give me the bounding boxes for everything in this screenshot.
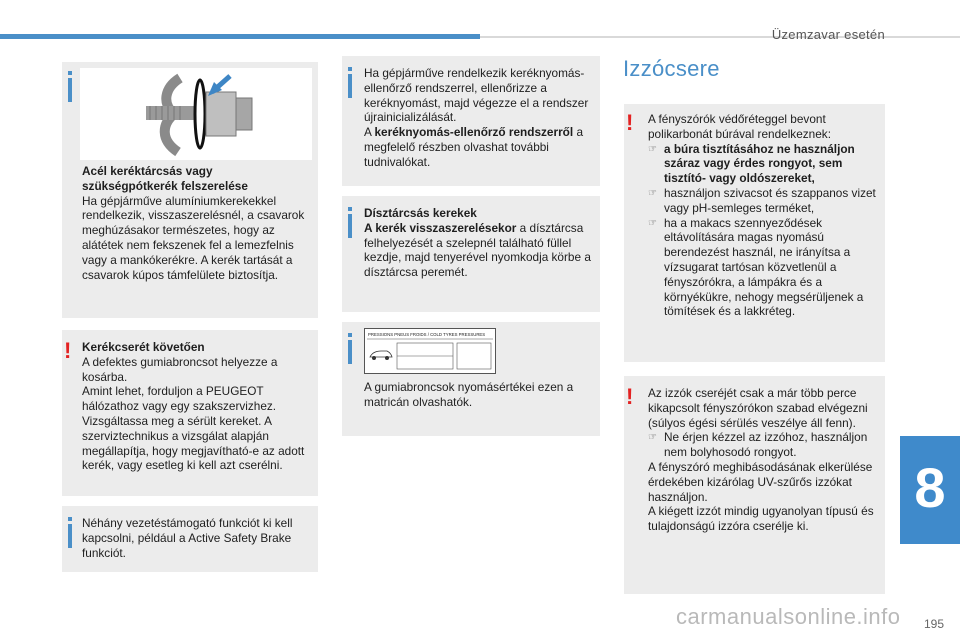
header-rule: [480, 36, 960, 38]
info-icon: [348, 74, 352, 98]
list-item: [648, 186, 882, 216]
box-intro: Az izzók cseréjét csak a már több perce kikapcsolt fényszórókon szabad elvégezni (súlyos égési sérülés veszélye áll fenn).: [648, 386, 868, 430]
info-box-driving-aids: [62, 506, 318, 572]
info-icon: [68, 78, 72, 102]
box-body: A defektes gumiabroncsot helyezze a kosárba. Amint lehet, forduljon a PEUGEOT hálózathoz vagy egy szakszervizhez. Vizsgáltassa meg a sérült kereket. A szerviztechnikus a vizsgálat alapján megállapítja, hogy megjavítható-e az adott kerék, vagy esetleg ki kell azt cserélni.: [82, 354, 305, 473]
section-heading: Izzócsere: [623, 56, 720, 81]
list-item-text: Ne érjen kézzel az izzóhoz, használjon nem bolyhosodó rongyot.: [664, 430, 868, 460]
chapter-number: 8: [914, 456, 946, 519]
box-body: a dísztárcsa felhelyezését a szelepnél található füllel kezdje, majd tenyerével nyomkodja körbe a dísztárcsa peremét.: [364, 220, 591, 280]
wheel-bolt-illustration: [80, 68, 312, 160]
page-number: 195: [923, 617, 944, 631]
box-body: A gumiabroncsok nyomásértékei ezen a matricán olvashatók.: [364, 380, 574, 409]
wheel-bolt-figure: [80, 68, 312, 160]
label-header-text: PRESSIONS PNEUS FROIDS / COLD TYRES PRESSURES: [368, 332, 486, 337]
info-box-tyre-pressure-system: [342, 56, 600, 186]
box-body: Néhány vezetéstámogató funkciót ki kell kapcsolni, például a Active Safety Brake funkciót.: [82, 516, 293, 560]
box-title-line1: Acél keréktárcsás vagy: [82, 164, 213, 178]
list-item-bold: a búra tisztításához ne használjon száraz vagy érdes rongyot, sem tisztító- vagy oldószereket,: [664, 141, 855, 186]
box-body-pre: Ha gépjárműve rendelkezik keréknyomás-ellenőrző rendszerrel, ellenőrizze a keréknyomást, majd végezze el a rendszer újrainicializálását. A: [364, 66, 589, 140]
list-item-text: ha a makacs szennyeződések eltávolítására magas nyomású berendezést használ, ne irányítsa a vízsugarat tartósan közvetlenül a fényszórókra, a lámpákra és a környékükre, nehogy megsérüljenek a tömítések és a lakkréteg.: [664, 215, 864, 319]
section-title: Üzemzavar esetén: [771, 27, 885, 42]
info-icon: [348, 340, 352, 364]
box-body-post: a megfelelő részben olvashat további tudnivalókat.: [364, 125, 584, 169]
list-item: [648, 430, 882, 460]
warning-icon: !: [64, 338, 72, 363]
warning-box-headlamp-care: [624, 104, 885, 362]
list-item-text: használjon szivacsot és szappanos vizet vagy pH-semleges terméket,: [664, 185, 876, 215]
tyre-pressure-label-figure: [364, 328, 496, 374]
box-paragraph: A kiégett izzót mindig ugyanolyan típusú és tulajdonságú izzóra cserélje ki.: [648, 504, 874, 534]
info-box-steel-wheel: [62, 62, 318, 318]
info-icon: [68, 524, 72, 548]
box-body: Ha gépjárműve alumíniumkerekekkel rendelkezik, visszaszerelésnél, a csavarok meghúzásakor természetes, hogy az alátétek nem fekszenek fel a lemezfelnis vagy a mankókerékre. A kerék tartását a csavarok kúpos támfelülete biztosítja.: [82, 193, 305, 282]
list-item: [648, 216, 882, 320]
header-accent-bar: [0, 34, 480, 39]
box-body-bold: keréknyomás-ellenőrző rendszerről: [374, 125, 574, 140]
info-box-wheel-trims: [342, 196, 600, 312]
box-intro: A fényszórók védőréteggel bevont polikarbonát búrával rendelkeznek:: [648, 112, 831, 141]
warning-icon: !: [626, 110, 634, 135]
box-bold-lead: A kerék visszaszerelésekor: [364, 220, 517, 235]
warning-box-after-wheel-change: [62, 330, 318, 496]
warning-box-bulb-change: [624, 376, 885, 594]
warning-icon: !: [626, 384, 634, 409]
box-title: Kerékcserét követően: [82, 340, 205, 354]
tyre-pressure-label-illustration: [365, 329, 495, 373]
info-icon: [348, 214, 352, 238]
bullet-arrow-icon: ☞: [648, 143, 657, 155]
bullet-arrow-icon: ☞: [648, 432, 657, 444]
bullet-arrow-icon: ☞: [648, 187, 657, 199]
list-item: [648, 142, 882, 186]
watermark: carmanualsonline.info: [676, 604, 901, 629]
box-title: Dísztárcsás kerekek: [364, 206, 477, 220]
bullet-arrow-icon: ☞: [648, 217, 657, 229]
box-title-line2: szükségpótkerék felszerelése: [82, 178, 248, 193]
box-paragraph: A fényszóró meghibásodásának elkerülése érdekében kizárólag UV-szűrős izzókat használjon.: [648, 459, 873, 504]
info-box-tyre-label: [342, 322, 600, 436]
